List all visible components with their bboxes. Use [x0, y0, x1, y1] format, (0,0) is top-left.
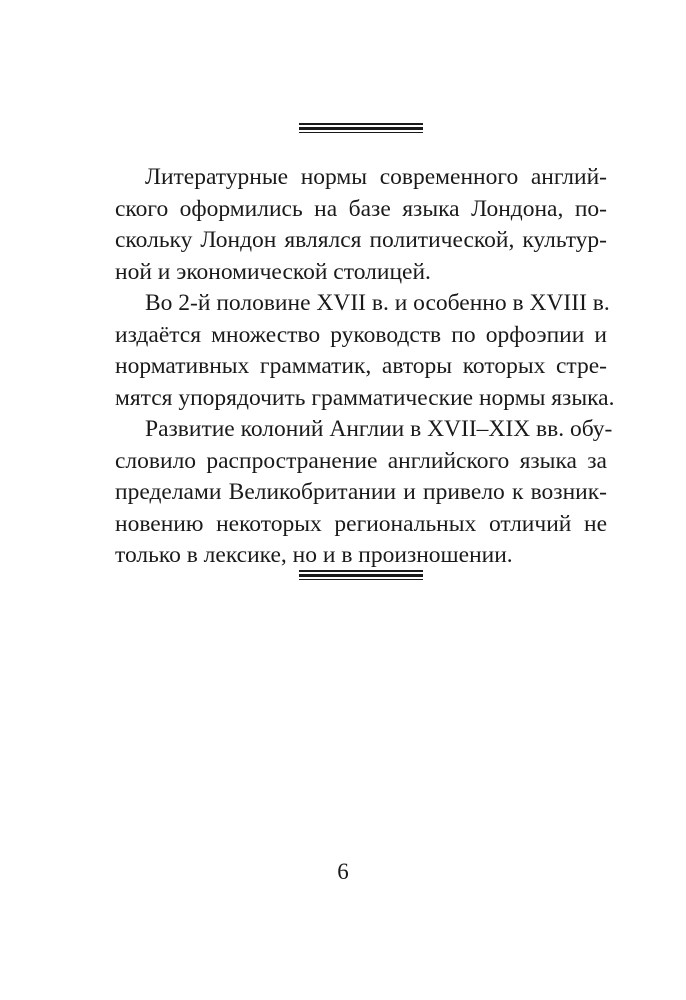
rule-line — [299, 127, 423, 130]
text-line: пределами Великобритании и привело к возник- — [115, 479, 607, 505]
paragraph-1 — [115, 162, 607, 288]
text-line: новению некоторых региональных отличий не — [115, 510, 607, 537]
rule-line — [299, 132, 423, 133]
text-line: Во 2-й половине XVII в. и особенно в XVIII в. — [145, 290, 610, 316]
bottom-ornamental-rule — [299, 570, 423, 580]
text-line: ной и экономической столицей. — [115, 258, 431, 285]
paragraph-2 — [115, 288, 615, 414]
page-number: 6 — [337, 859, 349, 884]
text-line: ского оформились на базе языка Лондона, по- — [115, 195, 607, 222]
text-line: мятся упорядочить грамматические нормы языка. — [115, 384, 615, 411]
text-line: только в лексике, но и в произношении. — [115, 542, 513, 568]
text-line: издаётся множество руководств по орфоэпии и — [115, 321, 607, 348]
paragraph-3 — [115, 414, 613, 572]
text-line: Развитие колоний Англии в XVII–XIX вв. обу- — [145, 416, 613, 442]
rule-line — [299, 570, 423, 572]
text-line: скольку Лондон являлся политической, культур- — [115, 227, 607, 253]
rule-line — [299, 579, 423, 580]
text-line: нормативных грамматик, авторы которых стре- — [115, 353, 607, 379]
text-line: Литературные нормы современного англий- — [145, 164, 607, 190]
text-line: словило распространение английского языка за — [115, 447, 607, 474]
rule-line — [299, 123, 423, 125]
top-ornamental-rule — [299, 123, 423, 133]
rule-line — [299, 574, 423, 577]
body-text — [115, 162, 615, 572]
